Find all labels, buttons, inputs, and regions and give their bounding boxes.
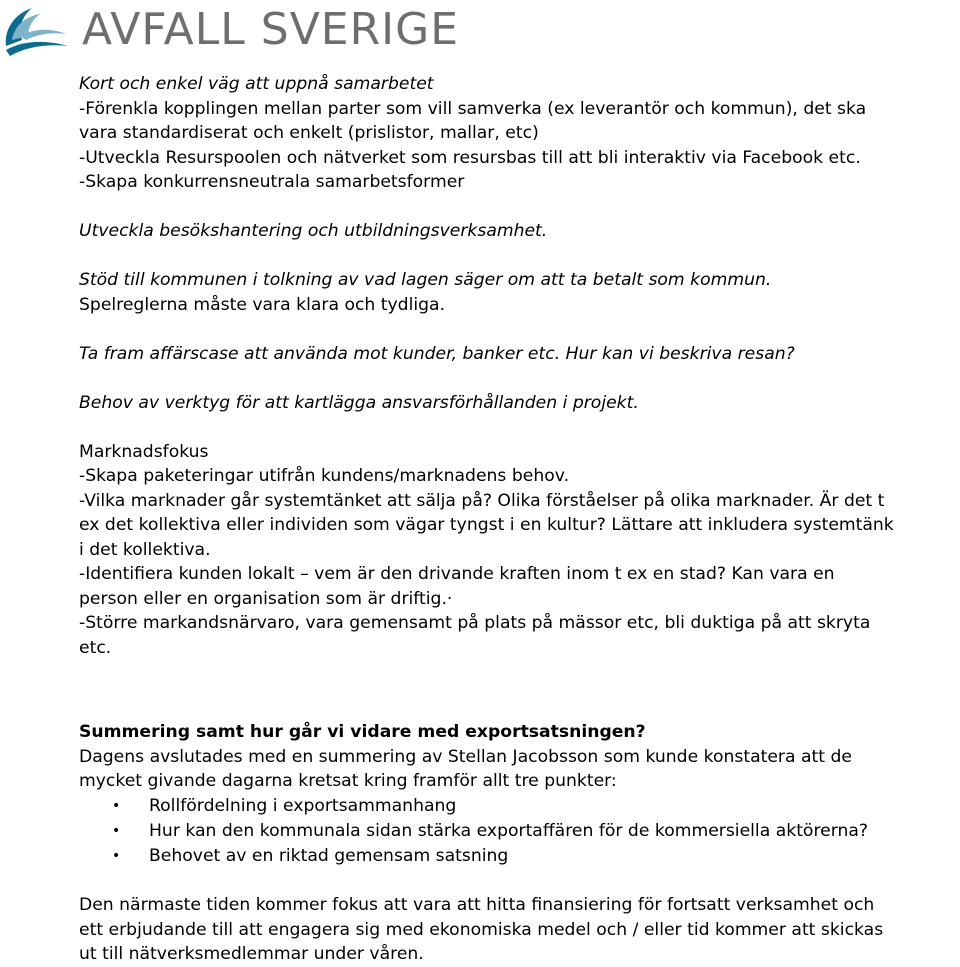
text-line: ut till nätverksmedlemmar under våren. [79,944,424,964]
page-header [0,0,960,62]
document-body [79,72,960,967]
paragraph: Spelreglerna måste vara klara och tydliga. [79,294,446,315]
brand-name: AVFALL SVERIGE [82,4,460,55]
text-line: ett erbjudande till att engagera sig med ekonomiska medel och / eller tid kommer att skickas [79,919,884,940]
text-line: vara standardiserat och enkelt (prislistor, mallar, etc) [79,123,539,143]
list-item [79,819,960,844]
paragraph: Stöd till kommunen i tolkning av vad lagen säger om att ta betalt som kommun. [79,270,772,290]
list-item-text: Hur kan den kommunala sidan stärka exportaffären för de kommersiella aktörerna? [149,820,869,841]
list-item-text: Rollfördelning i exportsammanhang [149,795,457,816]
text-line: -Utveckla Resurspoolen och nätverket som resursbas till att bli interaktiv via Facebook etc. [79,147,861,168]
paragraph: Ta fram affärscase att använda mot kunder, banker etc. Hur kan vi beskriva resan? [79,343,795,364]
section-heading: Marknadsfokus [79,441,209,462]
list-item [79,794,960,819]
text-line: Dagens avslutades med en summering av Stellan Jacobsson som kunde konstatera att de [79,746,852,767]
section-heading: Kort och enkel väg att uppnå samarbetet [79,74,434,94]
text-line: -Större markandsnärvaro, vara gemensamt på plats på mässor etc, bli duktiga på att skryta [79,613,871,633]
avfall-sverige-wave-logo-icon [0,0,72,62]
text-line: -Förenkla kopplingen mellan parter som vill samverka (ex leverantör och kommun), det ska [79,98,867,119]
paragraph: Behov av verktyg för att kartlägga ansvarsförhållanden i projekt. [79,392,639,413]
bullet-icon: • [112,847,121,864]
text-line: i det kollektiva. [79,539,211,560]
text-line: -Identifiera kunden lokalt – vem är den drivande kraften inom t ex en stad? Kan vara en [79,564,835,584]
bullet-icon: • [112,822,121,839]
text-line: etc. [79,637,112,658]
text-line: -Skapa paketeringar utifrån kundens/marknadens behov. [79,466,570,486]
text-line: -Skapa konkurrensneutrala samarbetsformer [79,172,465,192]
list-item-text: Behovet av en riktad gemensam satsning [149,845,509,866]
text-line: person eller en organisation som är driftig.· [79,588,453,609]
summary-heading: Summering samt hur går vi vidare med exportsatsningen? [79,722,646,742]
text-line: -Vilka marknader går systemtänket att sälja på? Olika förståelser på olika marknader. Är det t [79,490,885,511]
list-item [79,844,960,869]
text-line: mycket givande dagarna kretsat kring framför allt tre punkter: [79,771,617,791]
text-line: Den närmaste tiden kommer fokus att vara att hitta finansiering för fortsatt verksamhet och [79,895,875,915]
paragraph: Utveckla besökshantering och utbildningsverksamhet. [79,221,548,241]
bullet-icon: • [112,797,121,814]
text-line: ex det kollektiva eller individen som vägar tyngst i en kultur? Lättare att inkludera systemtänk [79,515,894,535]
